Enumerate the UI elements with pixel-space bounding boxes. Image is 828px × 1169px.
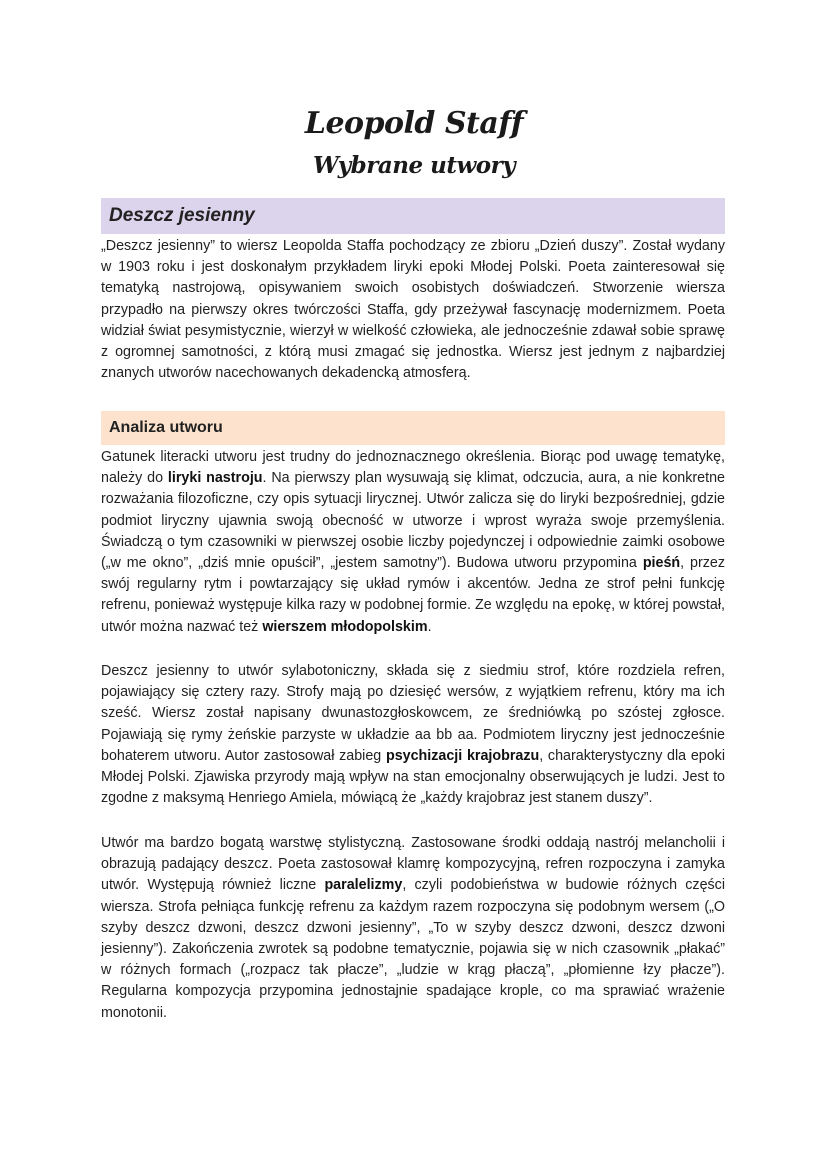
- section-heading-deszcz-jesienny: [101, 198, 725, 234]
- section-heading-analiza: [101, 411, 725, 445]
- bold-term: paralelizmy: [324, 877, 403, 894]
- section-heading-text: Analiza utworu: [109, 419, 223, 436]
- analysis-paragraph-1: Gatunek literacki utworu jest trudny do jednoznacznego określenia. Biorąc pod uwagę tematykę, należy do liryki nastroju. Na pierwszy plan wysuwają się klimat, odczucia, aura, a nie konkretne rozważania filozoficzne, czy opis sytuacji lirycznej. Utwór zalicza się do liryki bezpośredniej, gdzie podmiot liryczny ujawnia swoją obecność w utworze i wprost wyraża swoje przemyślenia. Świadczą o tym czasowniki w pierwszej osobie liczby pojedynczej i odpowiednie zaimki osobowe („w me okno”, „dziś mnie opuścił”, „jestem samotny”). Budowa utworu przypomina pieśń, przez swój regularny rytm i powtarzający się układ rymów i akcentów. Jedna ze strof pełni funkcję refrenu, ponieważ występuje kilka razy w podobnej formie. Ze względu na epokę, w której powstał, utwór można nazwać też wierszem młodopolskim.: [101, 449, 726, 635]
- document-subtitle: Wybrane utwory: [312, 152, 516, 179]
- bold-term: liryki nastroju: [167, 470, 263, 487]
- document-title: Leopold Staff: [304, 106, 524, 141]
- title-block: [0, 104, 828, 184]
- bold-term: pieśń: [642, 555, 681, 572]
- bold-term: wierszem młodopolskim: [262, 618, 428, 635]
- section-heading-text: Deszcz jesienny: [109, 205, 255, 226]
- analysis-paragraph-2: Deszcz jesienny to utwór sylabotoniczny, składa się z siedmiu strof, które rozdziela refren, pojawiający się cztery razy. Strofy mają po dziesięć wersów, z wyjątkiem refrenu, który ma ich sześć. Wiersz został napisany dwunastozgłoskowcem, ze średniówką po szóstej zgłosce. Pojawiają się rymy żeńskie parzyste w układzie aa bb aa. Podmiotem liryczny jest jednocześnie bohaterem utworu. Autor zastosował zabieg psychizacji krajobrazu, charakterystyczny dla epoki Młodej Polski. Zjawiska przyrody mają wpływ na stan emocjonalny obserwujących je ludzi. Jest to zgodne z maksymą Henriego Amiela, mówiącą że „każdy krajobraz jest stanem duszy”.: [101, 663, 725, 807]
- bold-term: psychizacji krajobrazu: [385, 747, 540, 764]
- analysis-paragraph-3: Utwór ma bardzo bogatą warstwę stylistyczną. Zastosowane środki oddają nastrój melancholii i obrazują padający deszcz. Poeta zastosował klamrę kompozycyjną, refren rozpoczyna i zamyka utwór. Występują również liczne paralelizmy, czyli podobieństwa w budowie różnych części wiersza. Strofa pełniąca funkcję refrenu za każdym razem rozpoczyna się podobnym wersem („O szyby deszcz dzwoni, deszcz dzwoni jesienny”, „To w szyby deszcz dzwoni, deszcz dzwoni jesienny”). Zakończenia zwrotek są podobne tematycznie, pojawia się w nich czasownik „płakać” w różnych formach („rozpacz tak płacze”, „ludzie w krąg płaczą”, „płomienne łzy płacze”). Regularna kompozycja przypomina jednostajnie spadające krople, co ma sprawiać wrażenie monotonii.: [101, 835, 726, 1021]
- intro-paragraph: „Deszcz jesienny” to wiersz Leopolda Staffa pochodzący ze zbioru „Dzień duszy”. Został wydany w 1903 roku i jest doskonałym przykładem liryki epoki Młodej Polski. Poeta zainteresował się tematyką nastrojową, opisywaniem swoich osobistych doświadczeń. Stworzenie wiersza przypadło na pierwszy okres twórczości Staffa, gdy przeżywał fascynację modernizmem. Poeta widział świat pesymistycznie, wierzył w wielkość człowieka, ale jednocześnie zdawał sobie sprawę z ogromnej samotności, z którą musi zmagać się jednostka. Wiersz jest jednym z najbardziej znanych utworów nacechowanych dekadencką atmosferą.: [101, 238, 725, 382]
